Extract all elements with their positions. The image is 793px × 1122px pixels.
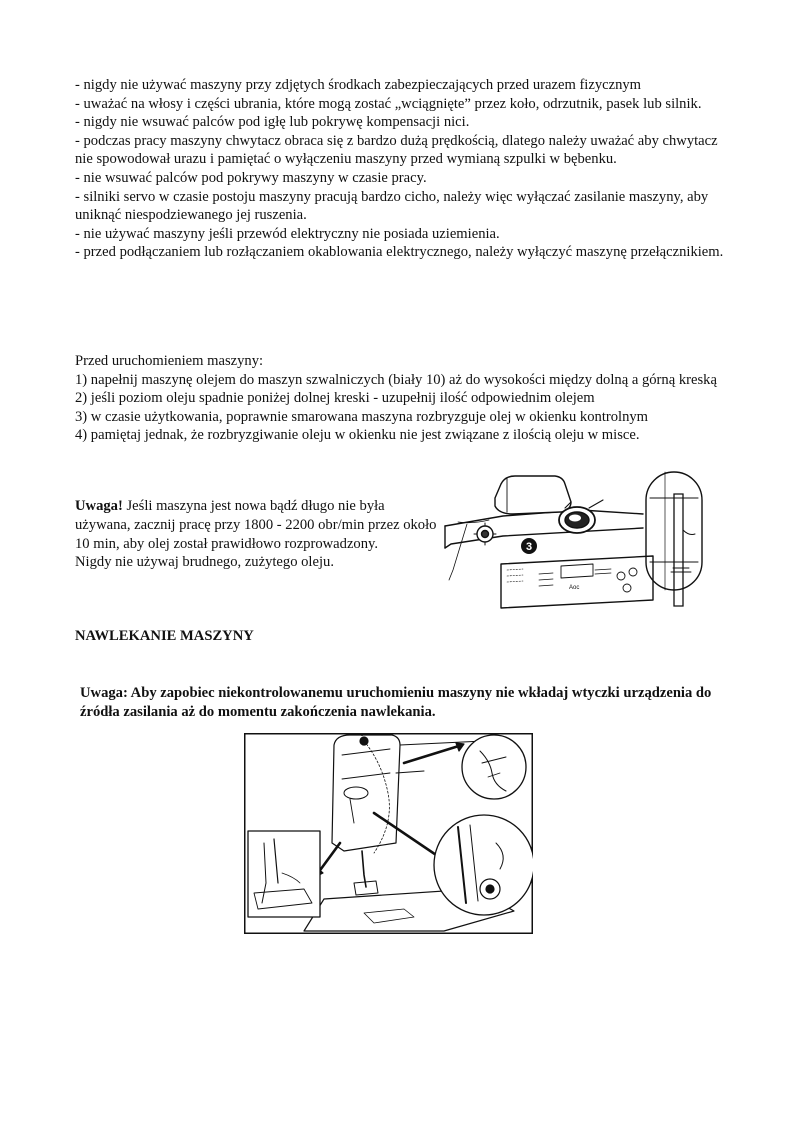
callout-marker: [521, 538, 537, 554]
callout-number: 3: [525, 541, 533, 553]
before-start-step-4: 4) pamiętaj jednak, że rozbryzgiwanie oleju w okienku nie jest związane z ilością oleju w misce.: [75, 427, 640, 444]
safety-line-4: - podczas pracy maszyny chwytacz obraca się z bardzo dużą prędkością, dlatego należy uważać aby chwytacz nie spowodował urazu i pamiętać o wyłączeniu maszyny przed wymianą szpulki w bębenku.: [75, 132, 718, 168]
before-start-section: [75, 352, 725, 445]
safety-line-8: - przed podłączaniem lub rozłączaniem okablowania elektrycznego, należy wyłączyć maszynę przełącznikiem.: [75, 244, 724, 261]
safety-line-6: - silniki servo w czasie postoju maszyny pracują bardzo cicho, należy więc wyłączać zasilanie maszyny, aby uniknąć niespodziewanego jej ruszenia.: [75, 188, 709, 224]
safety-instructions: [75, 76, 725, 262]
safety-line-1: - nigdy nie używać maszyny przy zdjętych środkach zabezpieczających przed urazem fizycznym: [75, 77, 642, 93]
oil-note-paragraph: [75, 497, 440, 553]
before-start-step-1: 1) napełnij maszynę olejem do maszyn szwalniczych (biały 10) aż do wysokości między dolną a górną kreską: [75, 371, 717, 388]
threading-illustration: [244, 733, 533, 934]
oil-note: [75, 497, 440, 572]
oil-reservoir-illustration: [443, 470, 705, 610]
oil-note-line2: Nigdy nie używaj brudnego, zużytego oleju.: [75, 554, 334, 571]
safety-line-3: - nigdy nie wsuwać palców pod igłę lub pokrywę kompensacji nici.: [75, 114, 470, 131]
panel-label: Aoc: [569, 585, 580, 591]
oil-note-label: Uwaga!: [75, 498, 123, 514]
safety-line-5: - nie wsuwać palców pod pokrywy maszyny w czasie pracy.: [75, 169, 427, 186]
oil-note-text: Jeśli maszyna jest nowa bądź długo nie była używana, zacznij pracę przy 1800 - 2200 obr/min przez około 10 min, aby olej został prawidłowo rozprowadzony.: [75, 498, 437, 552]
before-start-step-2: 2) jeśli poziom oleju spadnie poniżej dolnej kreski - uzupełnij ilość odpowiednim olejem: [75, 390, 595, 407]
safety-line-2: - uważać na włosy i części ubrania, które mogą zostać „wciągnięte” przez koło, odrzutnik, pasek lub silnik.: [75, 95, 702, 112]
before-start-step-3: 3) w czasie użytkowania, poprawnie smarowana maszyna rozbryzguje olej w okienku kontrolnym: [75, 408, 649, 425]
safety-line-7: - nie używać maszyny jeśli przewód elektryczny nie posiada uziemienia.: [75, 225, 500, 242]
threading-warning: Uwaga: Aby zapobiec niekontrolowanemu uruchomieniu maszyny nie wkładaj wtyczki urządzenia do źródła zasilania aż do momentu zakończenia nawlekania.: [80, 685, 712, 720]
before-start-title: Przed uruchomieniem maszyny:: [75, 353, 264, 369]
threading-heading: NAWLEKANIE MASZYNY: [75, 628, 254, 644]
